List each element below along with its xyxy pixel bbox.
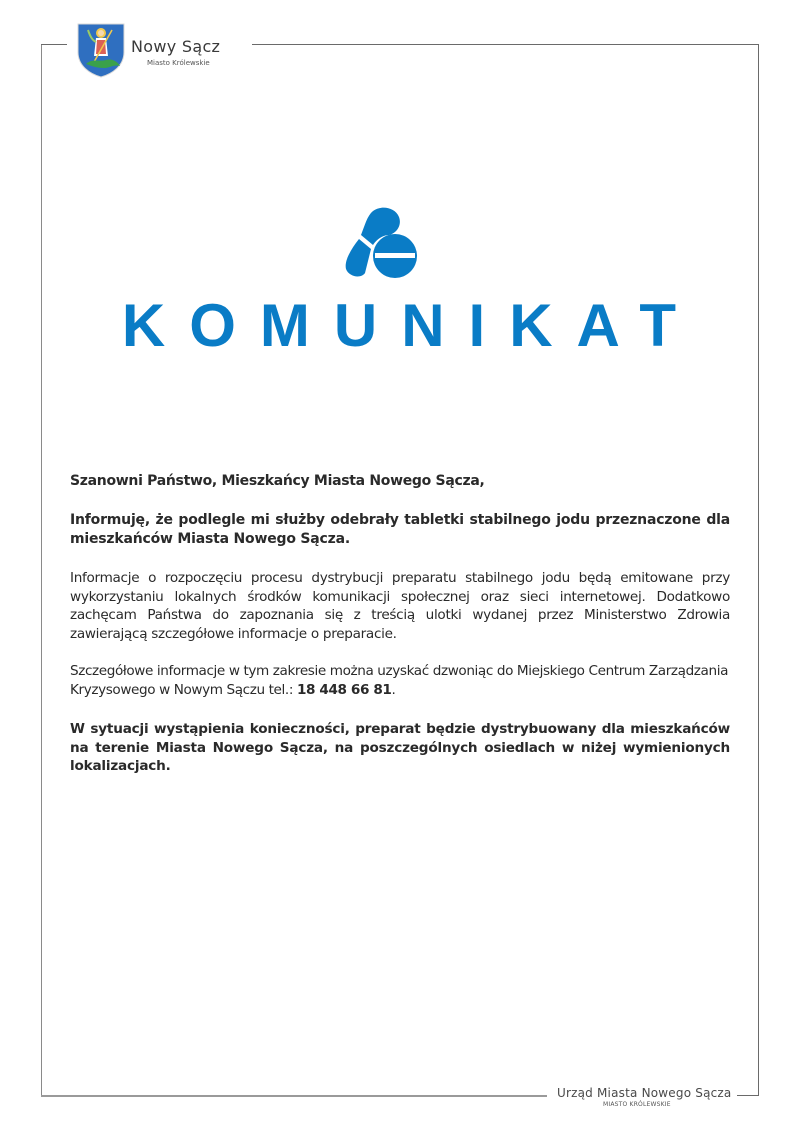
greeting: Szanowni Państwo, Mieszkańcy Miasta Nowego Sącza, <box>70 473 485 489</box>
paragraph-3-end: . <box>391 681 396 698</box>
footer-title: Urząd Miasta Nowego Sącza <box>553 1086 735 1100</box>
tablets-pills-icon <box>343 205 419 281</box>
footer-subtitle: MIASTO KRÓLEWSKIE <box>603 1101 671 1108</box>
brand-subtitle: Miasto Królewskie <box>147 59 210 67</box>
frame-line-bottom-right <box>737 1095 759 1096</box>
phone-number: 18 448 66 81 <box>296 681 392 698</box>
frame-line-right <box>758 44 759 1096</box>
brand-name: Nowy Sącz <box>131 37 221 56</box>
frame-line-left <box>41 44 42 1096</box>
page-title: KOMUNIKAT <box>121 292 701 359</box>
frame-line-bottom-left <box>41 1095 547 1097</box>
frame-line-top-right <box>252 44 759 45</box>
paragraph-3 <box>70 662 730 699</box>
frame-line-top-left <box>41 44 67 45</box>
paragraph-2: Informacje o rozpoczęciu procesu dystrybucji preparatu stabilnego jodu będą emitowane przy wykorzystaniu lokalnych środków komunikacji społecznej oraz sieci internetowej. Dodatkowo zachęcam Państwa do zapoznania się z treścią ulotki wydanej przez Ministerstwo Zdrowia zawierającą szczegółowe informacje o preparacie. <box>70 570 730 642</box>
paragraph-3-text: Szczegółowe informacje w tym zakresie można uzyskać dzwoniąc do Miejskiego Centrum Zarządzania Kryzysowego w Nowym Sączu tel.: <box>70 663 728 698</box>
paragraph-1: Informuję, że podlegle mi służby odebrały tabletki stabilnego jodu przeznaczone dla mieszkańców Miasta Nowego Sącza. <box>70 512 730 547</box>
coat-of-arms-icon <box>76 22 126 78</box>
paragraph-4: W sytuacji wystąpienia konieczności, preparat będzie dystrybuowany dla mieszkańców na terenie Miasta Nowego Sącza, na poszczególnych osiedlach w niżej wymienionych lokalizacjach. <box>70 721 730 774</box>
